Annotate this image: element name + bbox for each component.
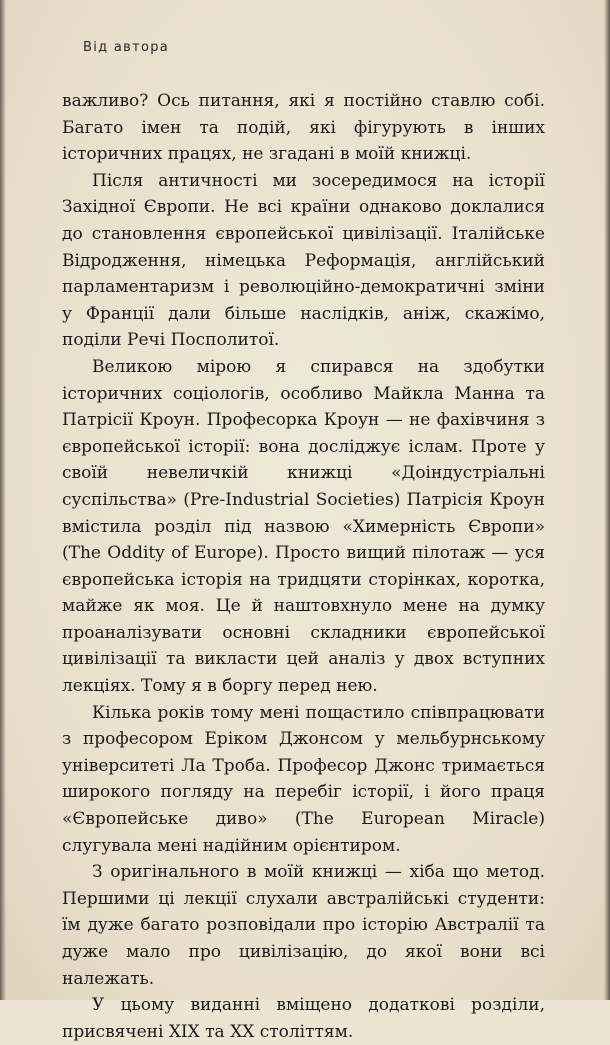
running-head: Від автора	[83, 40, 170, 55]
page-edge-right	[604, 0, 610, 1000]
paragraph-1: важливо? Ось питання, які я постійно ставлю собі. Багато імен та подій, які фігурують в інших історичних працях, не згадані в моїй книжці.	[62, 91, 545, 165]
paragraph-3: Великою мірою я спирався на здобутки історичних соціологів, особливо Майкла Манна та Патрісії Кроун. Професорка Кроун — не фахівчиня з європейської історії: вона досліджує іслам. Проте у своїй невеличкій книжці «Доіндустріальні суспільства» (Pre-Industrial Societies) Патрісія Кроун вмістила розділ під назвою «Химерність Європи» (The Oddity of Europe). Просто вищий пілотаж — уся європейська історія на тридцяти сторінках, коротка, майже як моя. Це й наштовхнуло мене на думку проаналізувати основні складники європейської цивілізації та викласти цей аналіз у двох вступних лекціях. Тому я в боргу перед нею.	[62, 356, 545, 697]
paragraph-2: Після античності ми зосередимося на історії Західної Європи. Не всі країни однаково доклалися до становлення європейської цивілізації. Італійське Відродження, німецька Реформація, англійський парламентаризм і революційно-демократичні зміни у Франції дали більше наслідків, аніж, скажімо, поділи Речі Посполитої.	[62, 170, 545, 351]
page-edge-left	[0, 0, 6, 1000]
paragraph-5: З оригінального в моїй книжці — хіба що метод. Першими ці лекції слухали австралійські студенти: їм дуже багато розповідали про історію Австралії та дуже мало про цивілізацію, до якої вони всі належать.	[62, 862, 545, 989]
paragraph-4: Кілька років тому мені пощастило співпрацювати з професором Еріком Джонсом у мельбурнському університеті Ла Троба. Професор Джонс тримається широкого погляду на перебіг історії, і його праця «Європейське диво» (The European Miracle) слугувала мені надійним орієнтиром.	[62, 702, 545, 856]
paragraph-6: У цьому виданні вміщено додаткові розділи, присвячені XIX та XX століттям.	[62, 995, 545, 1042]
body-text	[62, 88, 545, 1045]
